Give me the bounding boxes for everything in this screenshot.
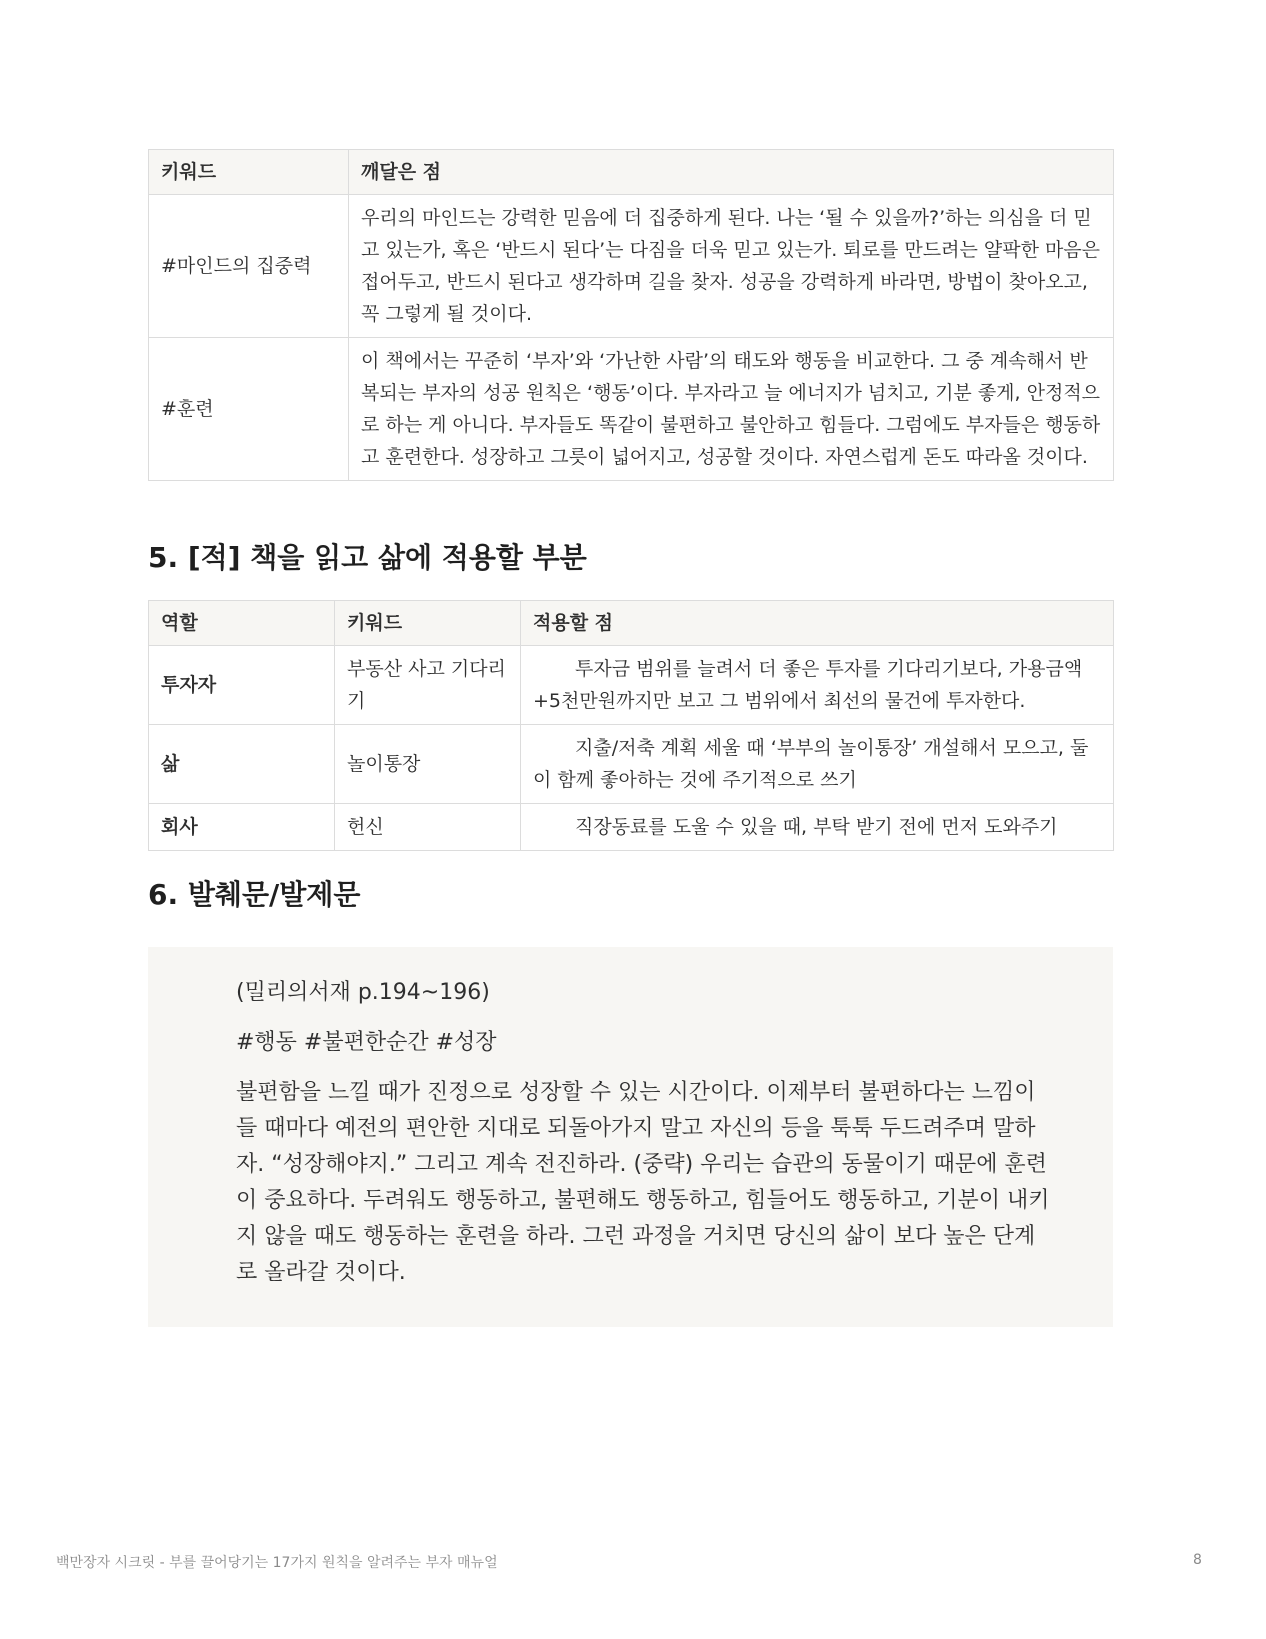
apply-table <box>148 600 1114 851</box>
section-6 <box>148 875 1113 915</box>
role-cell: 투자자 <box>149 646 335 725</box>
section-5-title: 5. [적] 책을 읽고 삶에 적용할 부분 <box>148 541 587 574</box>
excerpt-callout <box>148 947 1113 1327</box>
insight-cell: 이 책에서는 꾸준히 ‘부자’와 ‘가난한 사람’의 태도와 행동을 비교한다. 그 중 계속해서 반복되는 부자의 성공 원칙은 ‘행동’이다. 부자라고 늘 에너지가 넘치고, 기분 좋게, 안정적으로 하는 게 아니다. 부자들도 똑같이 불편하고 불안하고 힘들다. 그럼에도 부자들은 행동하고 훈련한다. 성장하고 그릇이 넓어지고, 성공할 것이다. 자연스럽게 돈도 따라올 것이다. <box>349 338 1114 481</box>
excerpt-tags: #행동 #불편한순간 #성장 <box>236 1030 497 1055</box>
excerpt-body: 불편함을 느낄 때가 진정으로 성장할 수 있는 시간이다. 이제부터 불편하다는 느낌이 들 때마다 예전의 편안한 지대로 되돌아가지 말고 자신의 등을 툭툭 두드려주며 말하자. “성장해야지.” 그리고 계속 전진하라. (중략) 우리는 습관의 동물이기 때문에 훈련이 중요하다. 두려워도 행동하고, 불편해도 행동하고, 힘들어도 행동하고, 기분이 내키지 않을 때도 행동하는 훈련을 하라. 그런 과정을 거치면 당신의 삶이 보다 높은 단계로 올라갈 것이다. <box>236 1080 1050 1285</box>
keyword-cell: 놀이통장 <box>335 725 521 804</box>
section-5 <box>148 538 1113 578</box>
keyword-cell: 부동산 사고 기다리기 <box>335 646 521 725</box>
section-6-title: 6. 발췌문/발제문 <box>148 878 361 911</box>
keyword-cell: #마인드의 집중력 <box>149 195 349 338</box>
table-header-apply: 적용할 점 <box>521 601 1114 646</box>
table-row <box>149 725 1114 804</box>
insight-table <box>148 149 1114 481</box>
apply-cell: 직장동료를 도울 수 있을 때, 부탁 받기 전에 먼저 도와주기 <box>521 804 1114 851</box>
table-header-row <box>149 150 1114 195</box>
table-row <box>149 804 1114 851</box>
footer-title: 백만장자 시크릿 - 부를 끌어당기는 17가지 원칙을 알려주는 부자 매뉴얼 <box>56 1555 498 1571</box>
apply-cell: 지출/저축 계획 세울 때 ‘부부의 놀이통장’ 개설해서 모으고, 둘이 함께 좋아하는 것에 주기적으로 쓰기 <box>521 725 1114 804</box>
table-row <box>149 646 1114 725</box>
apply-cell: 투자금 범위를 늘려서 더 좋은 투자를 기다리기보다, 가용금액+5천만원까지만 보고 그 범위에서 최선의 물건에 투자한다. <box>521 646 1114 725</box>
apply-table-container <box>148 600 1113 851</box>
keyword-cell: #훈련 <box>149 338 349 481</box>
table-row <box>149 338 1114 481</box>
table-header-role: 역할 <box>149 601 335 646</box>
page-number: 8 <box>1193 1552 1202 1568</box>
keyword-cell: 헌신 <box>335 804 521 851</box>
role-cell: 회사 <box>149 804 335 851</box>
table-header-row <box>149 601 1114 646</box>
table-row <box>149 195 1114 338</box>
role-cell: 삶 <box>149 725 335 804</box>
excerpt-source: (밀리의서재 p.194~196) <box>236 980 490 1005</box>
table-header-insight: 깨달은 점 <box>349 150 1114 195</box>
insight-table-container <box>148 149 1113 481</box>
table-header-keyword: 키워드 <box>149 150 349 195</box>
insight-cell: 우리의 마인드는 강력한 믿음에 더 집중하게 된다. 나는 ‘될 수 있을까?’하는 의심을 더 믿고 있는가, 혹은 ‘반드시 된다’는 다짐을 더욱 믿고 있는가. 퇴로를 만드려는 얄팍한 마음은 접어두고, 반드시 된다고 생각하며 길을 찾자. 성공을 강력하게 바라면, 방법이 찾아오고, 꼭 그렇게 될 것이다. <box>349 195 1114 338</box>
table-header-keyword: 키워드 <box>335 601 521 646</box>
